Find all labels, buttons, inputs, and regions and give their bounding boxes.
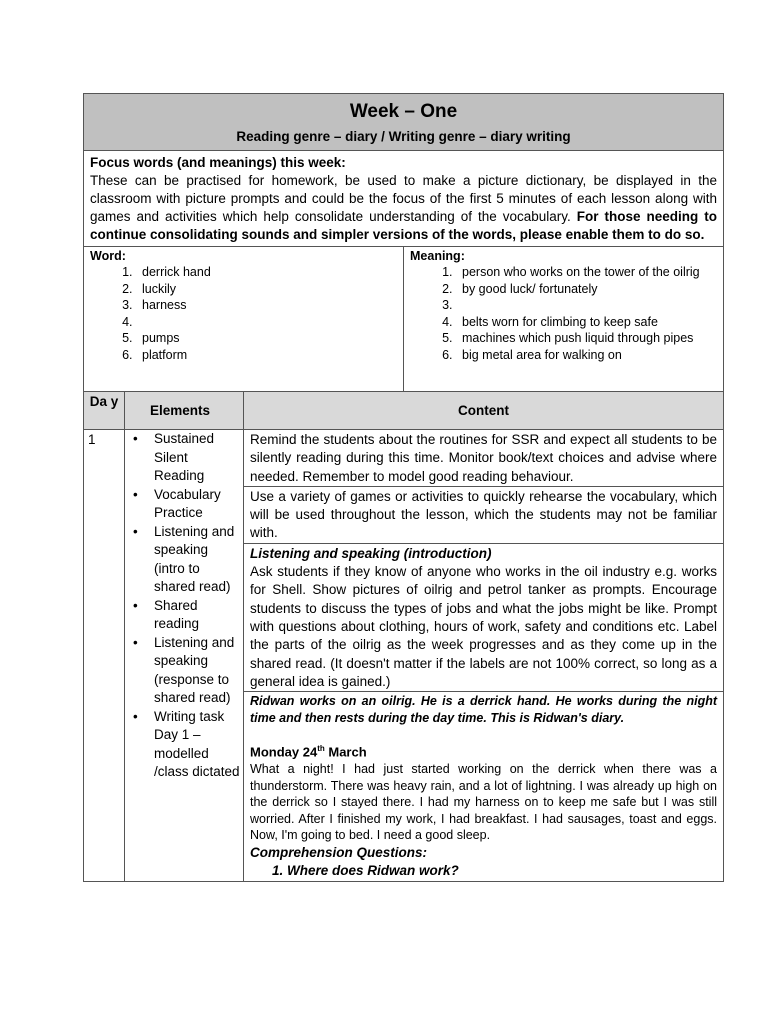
focus-words-section [84,151,724,247]
day-number: 1 [84,430,125,882]
meaning-label: Meaning: [410,249,465,263]
lesson-table [83,93,724,882]
list-item [456,297,717,314]
focus-bold-note: For those needing to continue consolidating sounds and simpler versions of the words, please enable them to do so. [90,209,718,242]
week-title: Week – One [349,101,458,122]
diary-date-month: March [324,744,367,760]
diary-entry: What a night! I had just started working on the derrick when there was a thunderstorm. There was heavy rain, and a lot of lightning. I was already up high on the derrick so I stayed there. I had my harness on to keep me safe but I was still worried. After I finished my work, I had breakfast. I had sausages, toast and eggs. Now, I'm going to bed. I need a good sleep. [250,762,718,843]
word-list [90,264,397,363]
list-item: 5. machines which push liquid through pipes [456,330,717,347]
content-cell [244,430,724,882]
comprehension-title: Comprehension Questions: [250,844,428,860]
listening-speaking-body: Ask students if they know of anyone who works in the oil industry e.g. works for Shell. Show pictures of oilrig and petrol tanker as prompts. Encourage students to discuss the types of jobs and what the jobs might be like. Prompt with questions about clothing, hours of work, safety and conditions etc. Label the parts of the oilrig as the week progresses and as they come up in the shared read. (It doesn't matter if the labels are not 100% correct, so long as a general idea is gained.) [250,564,718,689]
list-item: • Listening and speaking (response to shared read) [125,634,240,708]
list-item: • Writing task Day 1 – modelled /class dictated [125,708,240,782]
list-item: 2. by good luck/ fortunately [456,281,717,298]
meaning-column [404,247,724,392]
focus-body: These can be practised for homework, be used to make a picture dictionary, be displayed in the classroom with picture prompts and could be the focus of the first 5 minutes of each lesson along with games and activities which help consolidate understanding of the vocabulary. [90,173,718,224]
column-header-day: Da y [84,392,125,430]
focus-title: Focus words (and meanings) this week: [90,155,346,170]
list-item: 3. harness [136,297,397,314]
elements-list [125,430,243,782]
diary-date-day: Monday 24 [250,744,318,760]
listening-speaking-title: Listening and speaking (introduction) [250,545,492,561]
list-item: 4. belts worn for climbing to keep safe [456,314,717,331]
content-ssr: Remind the students about the routines for SSR and expect all students to be silently reading during this time. Monitor book/text choices and advise where needed. Remember to model good reading behaviour. [244,430,723,487]
list-item: 6. platform [136,347,397,364]
shared-reading-intro: Ridwan works on an oilrig. He is a derrick hand. He works during the night time and then rests during the day time. This is Ridwan's diary. [250,694,718,725]
lesson-plan-document [83,93,723,882]
list-item: • Shared reading [125,597,240,634]
list-item: 1. derrick hand [136,264,397,281]
week-subtitle: Reading genre – diary / Writing genre – diary writing [236,129,571,144]
list-item: • Listening and speaking (intro to shared read) [125,523,240,597]
week-header [84,94,724,151]
list-item: 5. pumps [136,330,397,347]
comprehension-question: 1. Where does Ridwan work? [272,863,459,879]
list-item [136,314,397,331]
content-shared-reading [244,692,723,880]
list-item: 6. big metal area for walking on [456,347,717,364]
list-item: • Sustained Silent Reading [125,430,240,486]
list-item: • Vocabulary Practice [125,486,240,523]
column-header-content: Content [244,392,724,430]
word-column [84,247,404,392]
word-label: Word: [90,249,126,263]
diary-date [250,740,717,761]
column-header-elements: Elements [125,392,244,430]
content-listening-speaking [244,544,723,692]
content-vocabulary: Use a variety of games or activities to quickly rehearse the vocabulary, which will be used throughout the lesson, which the students may not be familiar with. [244,487,723,544]
list-item: 1. person who works on the tower of the oilrig [456,264,717,281]
meaning-list [410,264,717,363]
diary-date-suffix: th [317,744,325,754]
list-item: 2. luckily [136,281,397,298]
elements-cell [125,430,244,882]
